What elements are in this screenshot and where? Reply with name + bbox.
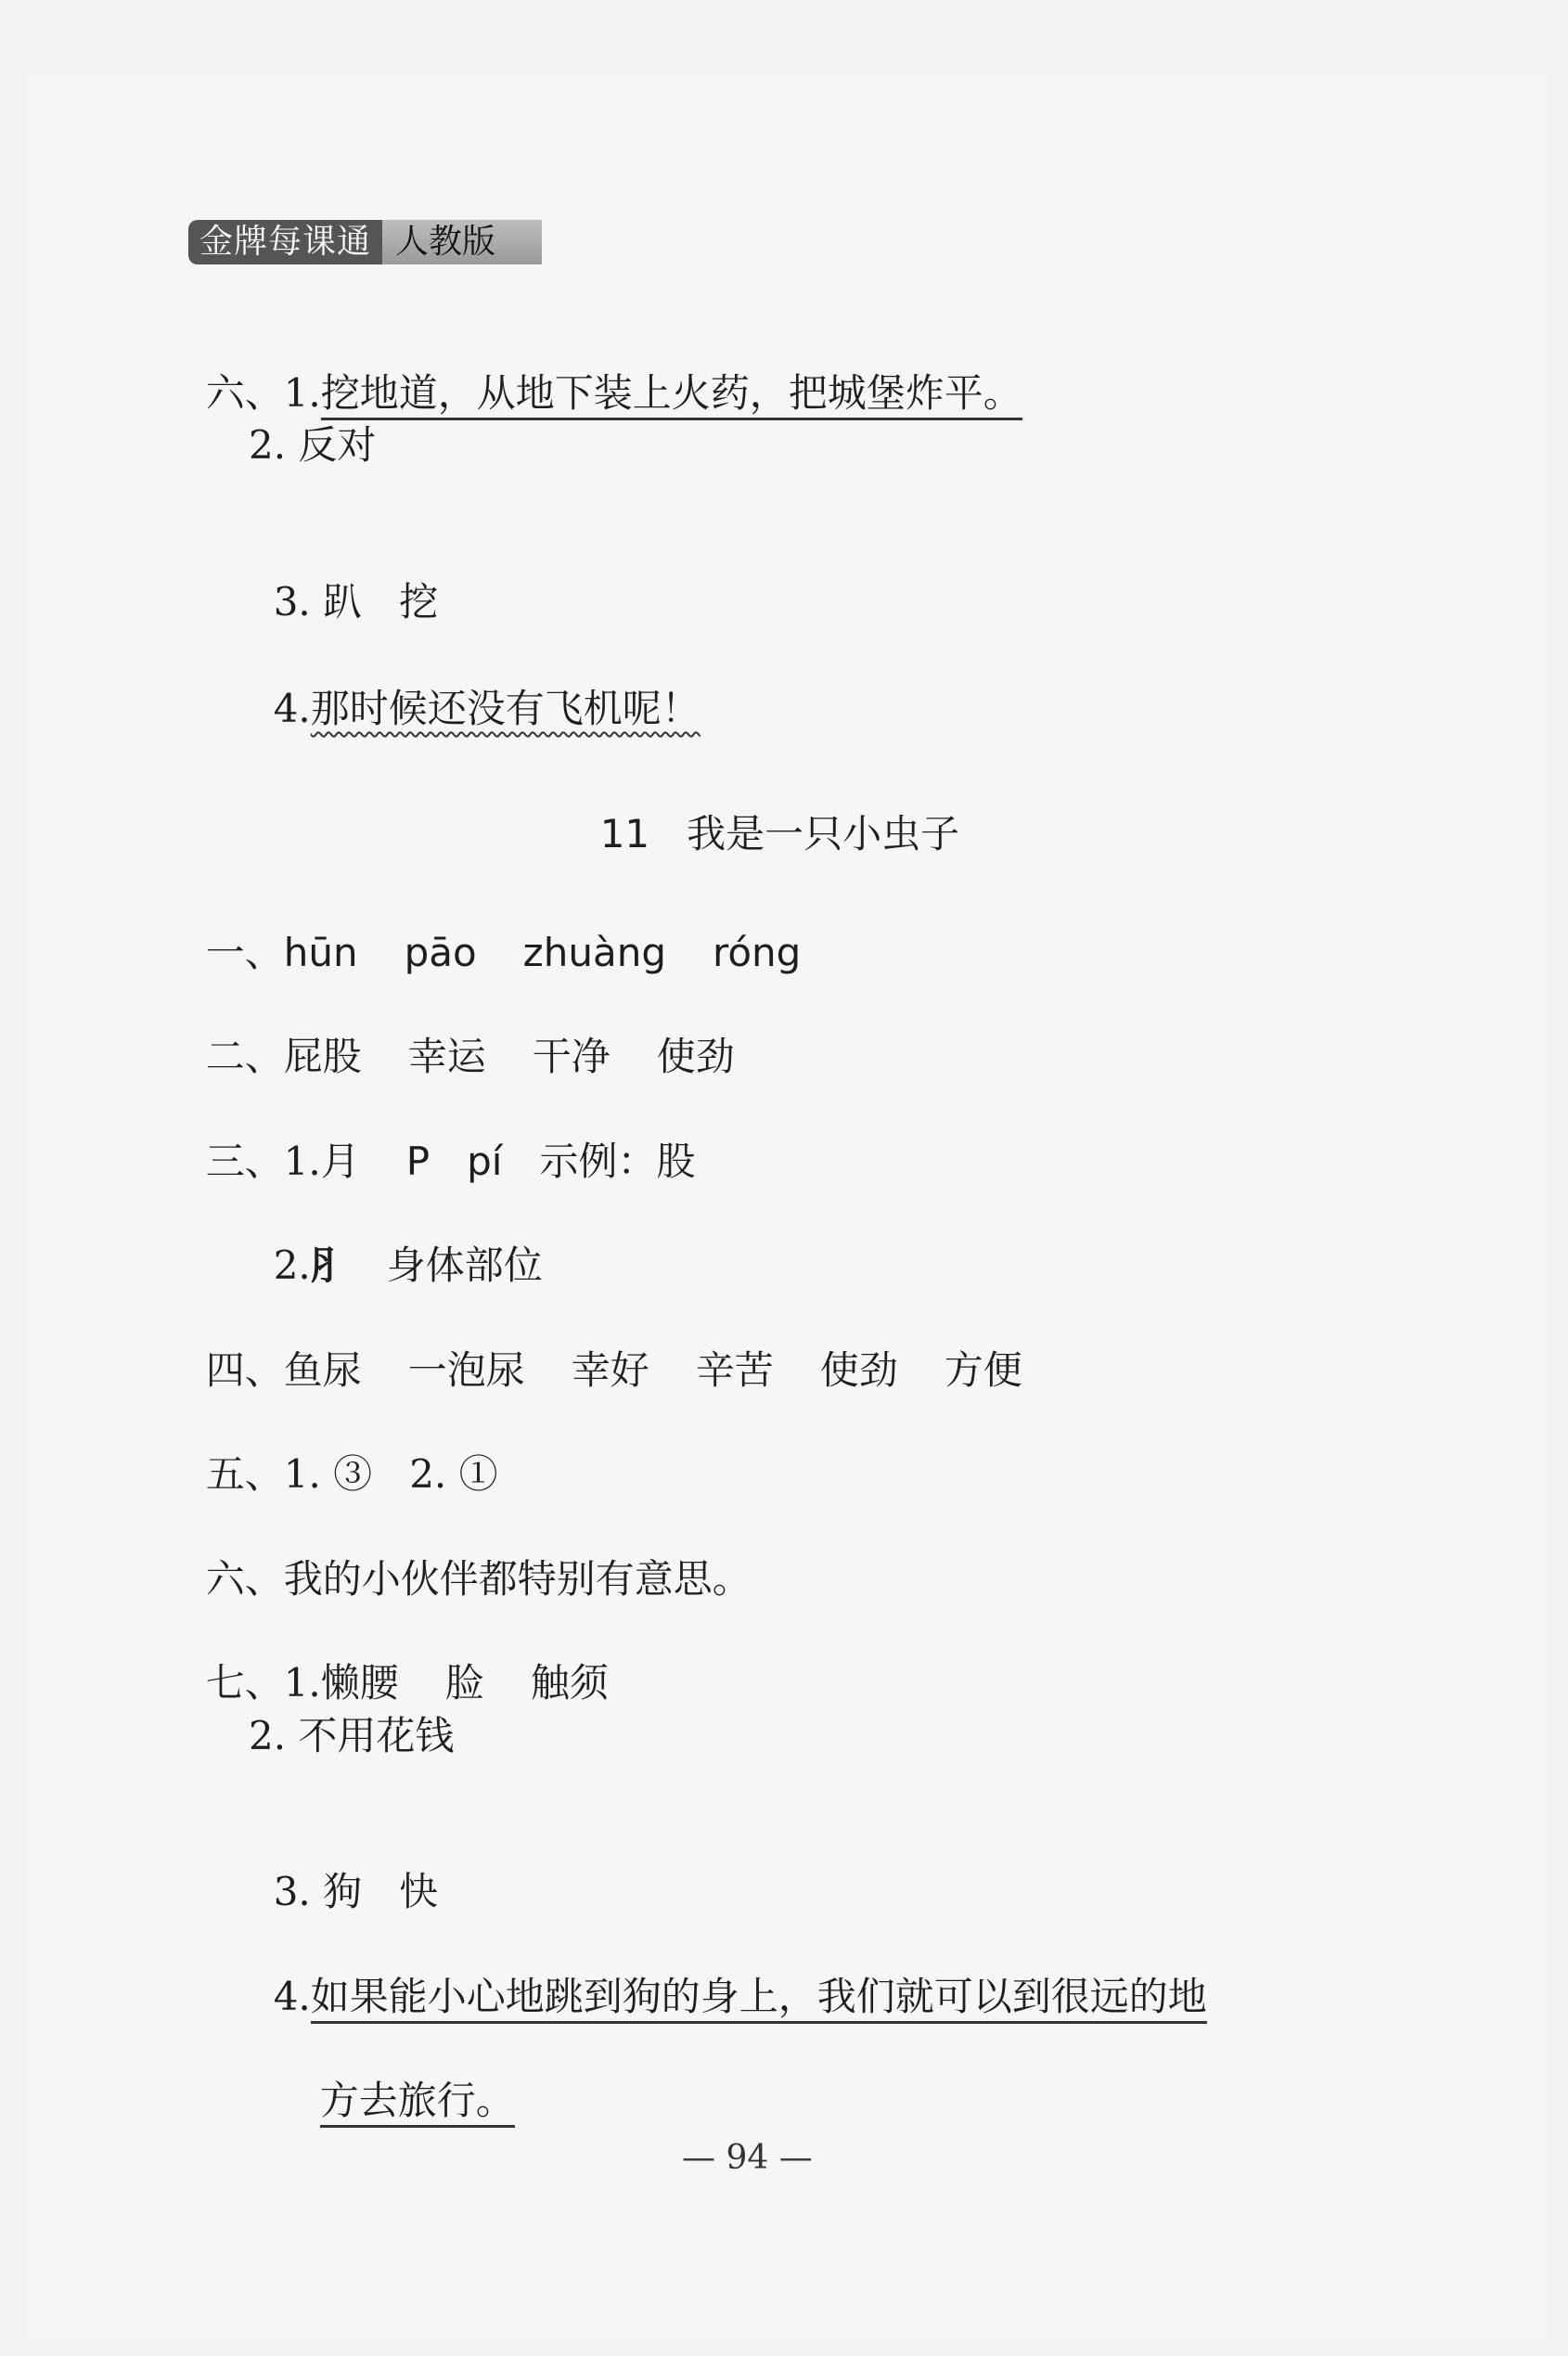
answer-6-4: 4.那时候还没有飞机呢！ [273,686,700,731]
wavy-underlined-answer: 那时候还没有飞机呢！ [310,686,700,731]
answer-1: 一、hūn pāo zhuàng róng [205,930,802,975]
underlined-answer: 方去旅行。 [320,2078,515,2128]
series-label: 金牌每课通 [188,220,382,264]
answer-3-2: 2.⺼ 身体部位 [273,1242,543,1288]
answer-6: 六、我的小伙伴都特别有意思。 [205,1556,752,1602]
answer-2: 二、屁股 幸运 干净 使劲 [205,1034,735,1079]
answer-3-1: 三、1.月 P pí 示例：股 [205,1139,696,1184]
answer-5: 五、1. ③ 2. ① [205,1451,498,1497]
answer-6-3: 3. 趴 挖 [273,579,439,624]
lesson-title: 11 我是一只小虫子 [599,811,960,856]
answer-7-2: 2. 不用花钱 [249,1713,455,1758]
answer-7-4: 4.如果能小心地跳到狗的身上，我们就可以到很远的地 [249,1919,1207,2023]
underlined-answer: 挖地道，从地下装上火药，把城堡炸平。 [321,370,1022,420]
answer-6-2: 2. 反对 [249,422,377,468]
underlined-answer: 如果能小心地跳到狗的身上，我们就可以到很远的地 [311,1974,1207,2024]
answer-7-3: 3. 狗 快 [273,1869,439,1914]
answer-7-1: 七、1.懒腰 脸 触须 [205,1660,609,1706]
answer-6-1 [181,315,1022,419]
answer-label: 六、1. [205,370,321,416]
answer-7-4-cont [295,2023,515,2127]
header-badge [188,219,542,265]
answer-4: 四、鱼尿 一泡尿 幸好 辛苦 使劲 方便 [205,1347,1022,1393]
page-number: — 94 — [682,2139,813,2177]
edition-label: 人教版 [382,220,542,264]
